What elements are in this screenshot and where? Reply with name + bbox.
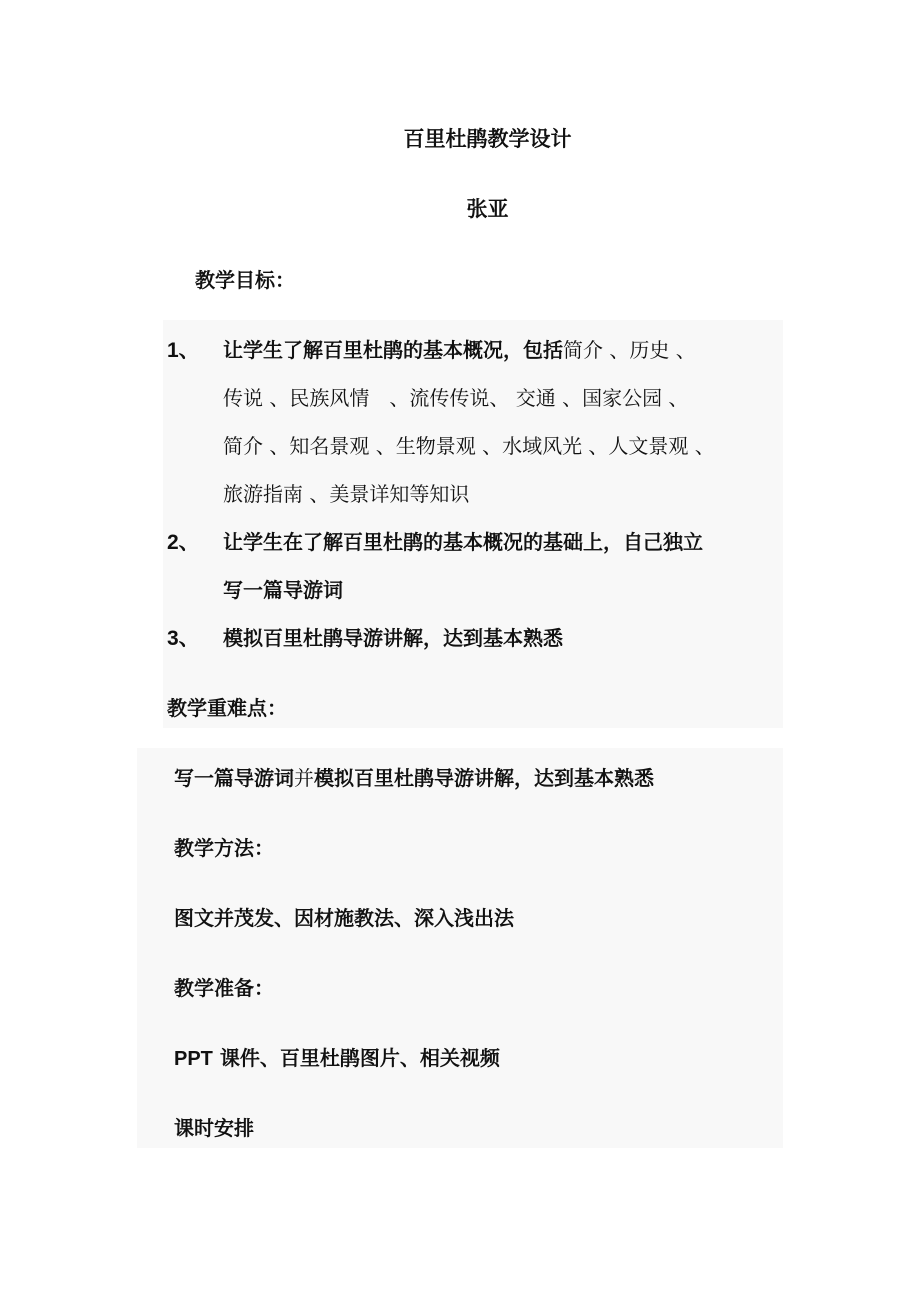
objective-2-line-2: 写一篇导游词 xyxy=(223,578,343,602)
objectives-heading: 教学目标： xyxy=(195,268,295,292)
key-points-text xyxy=(174,762,654,791)
objective-1-line-1-rest: 简介 、历史 、 xyxy=(563,338,696,362)
objective-1-lead: 让学生了解百里杜鹃的基本概况，包括 xyxy=(223,338,563,362)
objective-1-line-4: 旅游指南 、美景详知等知识 xyxy=(223,482,470,506)
schedule-heading: 课时安排 xyxy=(174,1116,254,1140)
key-points-connector: 并 xyxy=(294,766,314,790)
objective-1-line-1 xyxy=(223,334,696,363)
objective-1-line-2: 传说 、民族风情 、流传传说、 交通 、国家公园 、 xyxy=(223,386,689,410)
preparation-text xyxy=(174,1042,500,1071)
preparation-heading: 教学准备： xyxy=(174,976,274,1000)
objective-2-number: 2、 xyxy=(167,531,200,554)
author-name: 张亚 xyxy=(466,197,509,221)
objective-1-number: 1、 xyxy=(167,339,200,362)
methods-heading: 教学方法： xyxy=(174,836,274,860)
preparation-items: 课件、百里杜鹃图片、相关视频 xyxy=(212,1046,500,1070)
key-points-part-1: 写一篇导游词 xyxy=(174,766,294,790)
shaded-block-details xyxy=(137,748,783,1148)
objective-3-number: 3、 xyxy=(167,627,200,650)
key-points-part-2: 模拟百里杜鹃导游讲解，达到基本熟悉 xyxy=(314,766,654,790)
ppt-label: PPT xyxy=(174,1048,213,1070)
document-title: 百里杜鹃教学设计 xyxy=(403,127,572,151)
key-points-heading: 教学重难点： xyxy=(167,696,287,720)
objective-2-line-1: 让学生在了解百里杜鹃的基本概况的基础上，自己独立 xyxy=(223,530,703,554)
methods-text: 图文并茂发、因材施教法、深入浅出法 xyxy=(174,906,514,930)
objective-3-line-1: 模拟百里杜鹃导游讲解，达到基本熟悉 xyxy=(223,626,563,650)
objective-1-line-3: 简介 、知名景观 、生物景观 、水域风光 、人文景观 、 xyxy=(223,434,715,458)
